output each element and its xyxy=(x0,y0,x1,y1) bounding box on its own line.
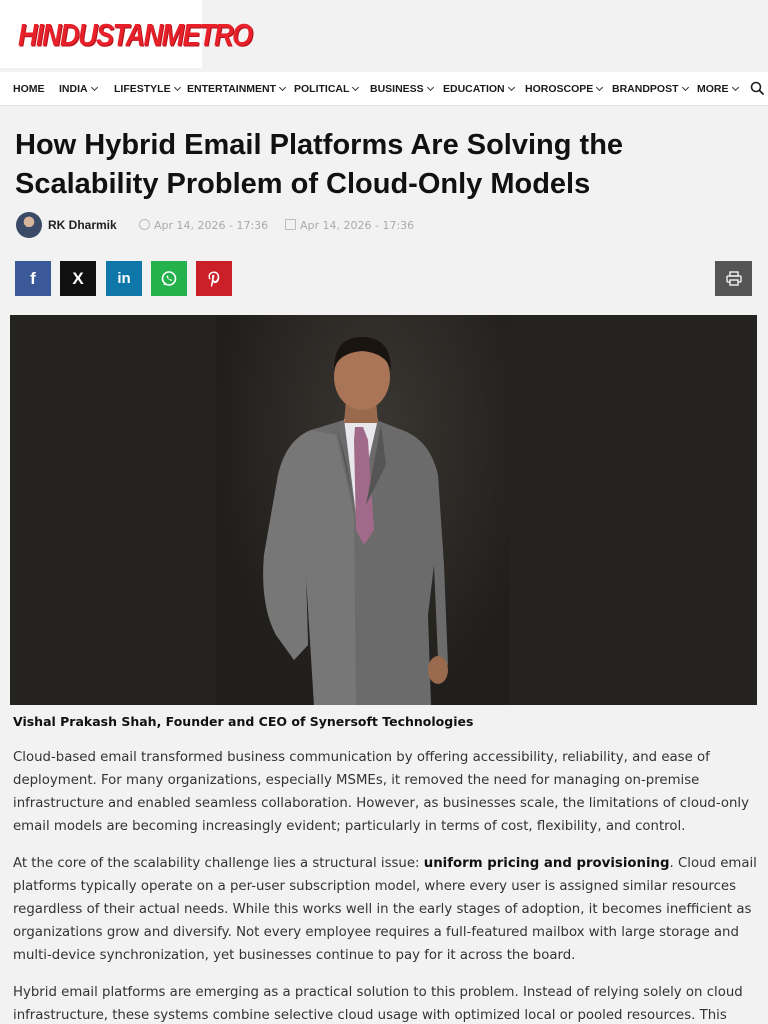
chevron-down-icon xyxy=(596,84,603,91)
share-whatsapp-button[interactable] xyxy=(151,261,187,296)
published-date: Apr 14, 2026 - 17:36 xyxy=(139,219,268,232)
logo-container[interactable] xyxy=(0,0,252,68)
chevron-down-icon xyxy=(91,84,98,91)
image-caption: Vishal Prakash Shah, Founder and CEO of Synersoft Technologies xyxy=(13,714,474,729)
nav-entertainment[interactable]: ENTERTAINMENT xyxy=(187,83,285,95)
author-name[interactable]: RK Dharmik xyxy=(48,218,117,232)
search-icon[interactable] xyxy=(750,81,764,95)
printer-icon xyxy=(726,271,742,286)
clock-icon xyxy=(139,219,150,230)
author-avatar[interactable] xyxy=(16,212,42,238)
nav-more[interactable]: MORE xyxy=(697,83,738,95)
share-linkedin-button[interactable] xyxy=(106,261,142,296)
chevron-down-icon xyxy=(174,84,181,91)
article-image xyxy=(10,315,757,705)
print-button[interactable] xyxy=(715,261,752,296)
nav-lifestyle[interactable]: LIFESTYLE xyxy=(114,83,180,95)
x-icon: X xyxy=(72,268,84,288)
chevron-down-icon xyxy=(508,84,515,91)
article-paragraph: At the core of the scalability challenge lies a structural issue: uniform pricing and provisioning. Cloud email platforms typically operate on a per-user subscription model, where every user is assigned similar resources regardless of their actual needs. While this works well in the early stages of adoption, it becomes inefficient as organizations grow and diversify. Not every employee requires a full-featured mailbox with large storage and multi-device synchronization, yet businesses continue to pay for it across the board. xyxy=(13,856,757,963)
chevron-down-icon xyxy=(352,84,359,91)
whatsapp-icon xyxy=(160,270,178,288)
linkedin-icon: in xyxy=(117,270,131,287)
chevron-down-icon xyxy=(731,84,738,91)
nav-home[interactable]: HOME xyxy=(13,83,45,95)
article-title: How Hybrid Email Platforms Are Solving the Scalability Problem of Cloud-Only Models xyxy=(15,129,624,200)
share-pinterest-button[interactable] xyxy=(196,261,232,296)
nav-political[interactable]: POLITICAL xyxy=(294,83,358,95)
nav-horoscope[interactable]: HOROSCOPE xyxy=(525,83,602,95)
chevron-down-icon xyxy=(279,84,286,91)
chevron-down-icon xyxy=(427,84,434,91)
nav-education[interactable]: EDUCATION xyxy=(443,83,514,95)
bold-emphasis: uniform pricing and provisioning xyxy=(423,856,670,871)
share-x-button[interactable] xyxy=(60,261,96,296)
nav-brandpost[interactable]: BRANDPOST xyxy=(612,83,688,95)
article-paragraph: Cloud-based email transformed business communication by offering accessibility, reliability, and ease of deployment. For many organizations, especially MSMEs, it removed the need for managing on-premise infrastructure and enabled seamless collaboration. However, as businesses scale, the limitations of cloud-only email models are becoming increasingly evident; particularly in terms of cost, flexibility, and control. xyxy=(13,750,749,834)
site-logo[interactable]: HINDUSTANMETRO xyxy=(18,17,252,53)
edit-icon xyxy=(285,219,296,230)
nav-india[interactable]: INDIA xyxy=(59,83,97,95)
updated-date: Apr 14, 2026 - 17:36 xyxy=(285,219,414,232)
share-facebook-button[interactable] xyxy=(15,261,51,296)
facebook-icon: f xyxy=(30,268,36,288)
nav-business[interactable]: BUSINESS xyxy=(370,83,433,95)
chevron-down-icon xyxy=(681,84,688,91)
article-paragraph: Hybrid email platforms are emerging as a practical solution to this problem. Instead of relying solely on cloud infrastructure, these systems combine selective cloud usage with optimized local or pooled resources. This xyxy=(13,985,743,1023)
person-photo xyxy=(216,315,509,705)
pinterest-icon xyxy=(206,270,222,288)
main-nav xyxy=(0,72,768,106)
